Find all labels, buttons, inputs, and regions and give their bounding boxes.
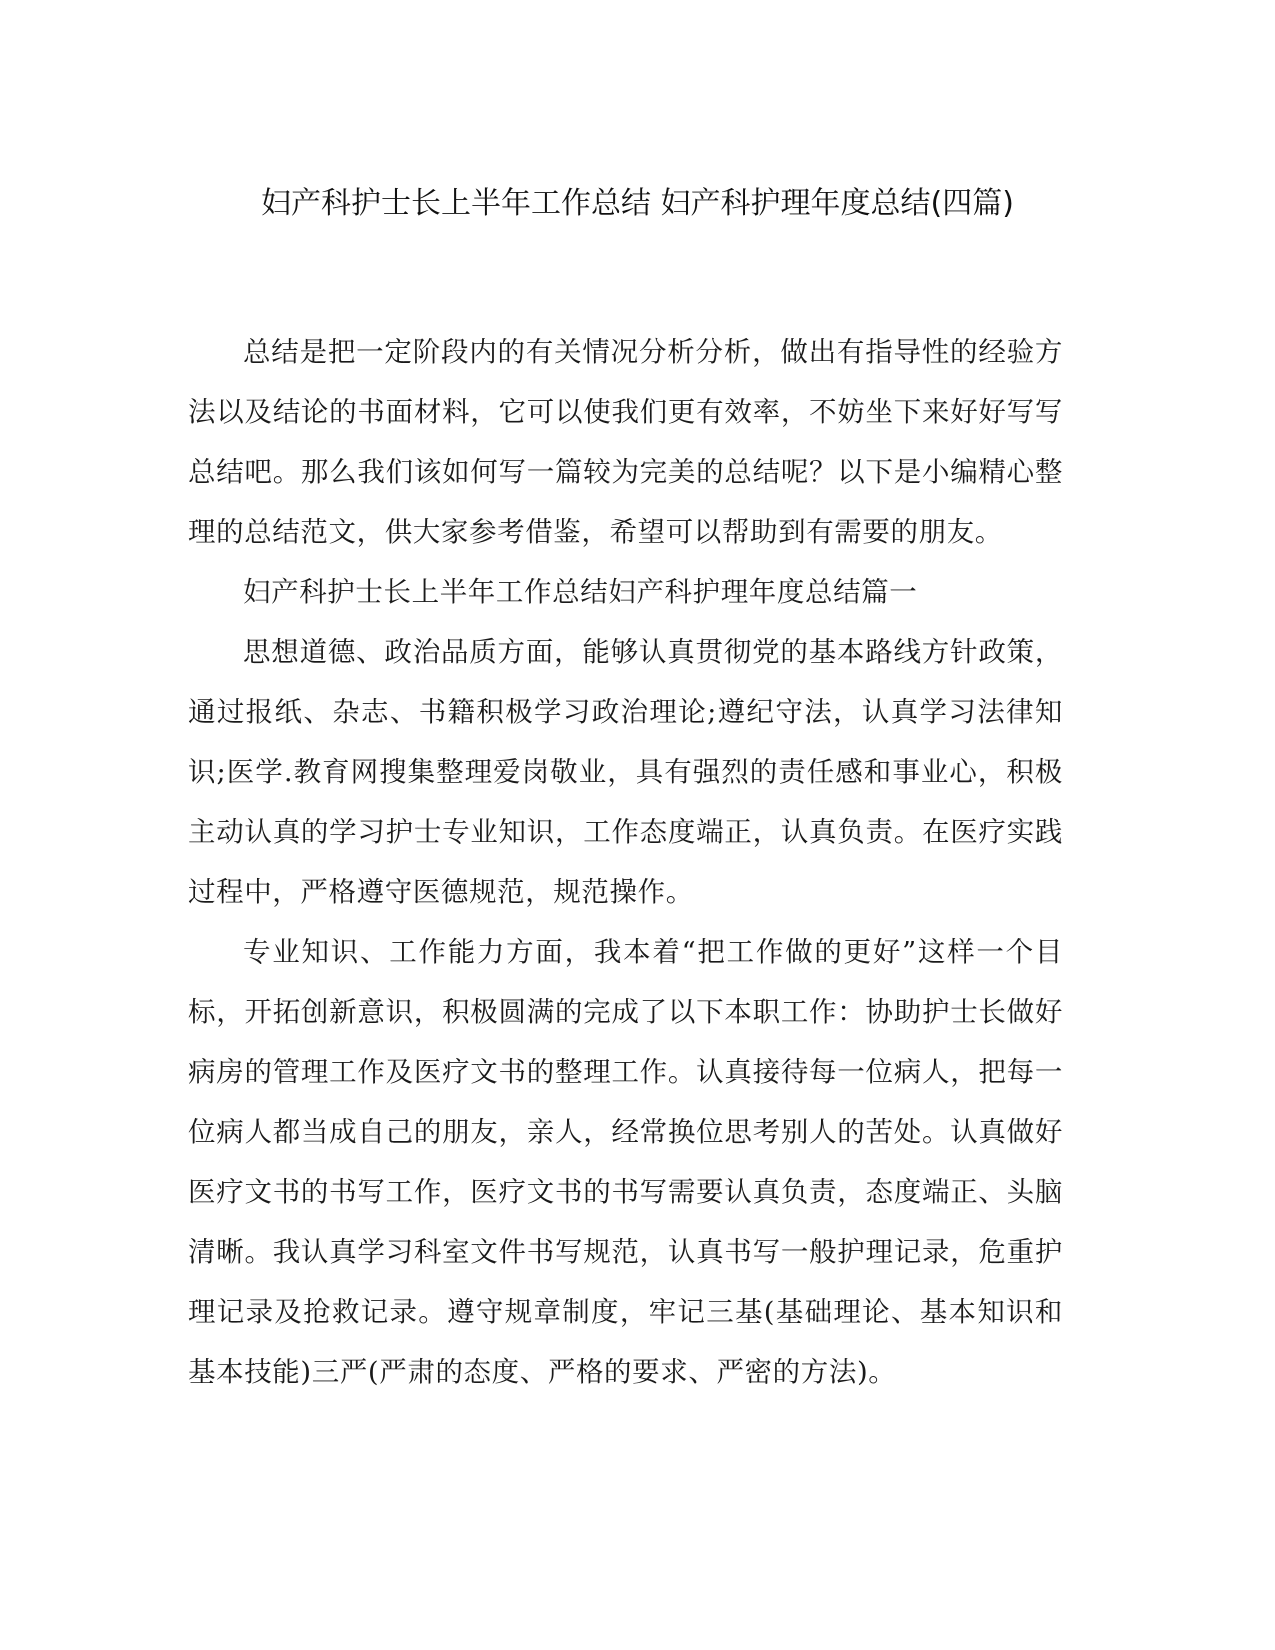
paragraph-ideology: 思想道德、政治品质方面，能够认真贯彻党的基本路线方针政策，通过报纸、杂志、书籍积极学习政治理论;遵纪守法，认真学习法律知识;医学.教育网搜集整理爱岗敬业，具有强烈的责任感和事业心，积极主动认真的学习护士专业知识，工作态度端正，认真负责。在医疗实践过程中，严格遵守医德规范，规范操作。	[188, 636, 1063, 908]
document-body	[188, 322, 1063, 1402]
section-heading: 妇产科护士长上半年工作总结妇产科护理年度总结篇一	[243, 576, 918, 608]
paragraph-intro: 总结是把一定阶段内的有关情况分析分析，做出有指导性的经验方法以及结论的书面材料，它可以使我们更有效率，不妨坐下来好好写写总结吧。那么我们该如何写一篇较为完美的总结呢？以下是小编精心整理的总结范文，供大家参考借鉴，希望可以帮助到有需要的朋友。	[188, 336, 1063, 548]
paragraph-professional: 专业知识、工作能力方面，我本着“把工作做的更好”这样一个目标，开拓创新意识，积极圆满的完成了以下本职工作：协助护士长做好病房的管理工作及医疗文书的整理工作。认真接待每一位病人，把每一位病人都当成自己的朋友，亲人，经常换位思考别人的苦处。认真做好医疗文书的书写工作，医疗文书的书写需要认真负责，态度端正、头脑清晰。我认真学习科室文件书写规范，认真书写一般护理记录，危重护理记录及抢救记录。遵守规章制度，牢记三基(基础理论、基本知识和基本技能)三严(严肃的态度、严格的要求、严密的方法)。	[188, 936, 1063, 1388]
document-title: 妇产科护士长上半年工作总结 妇产科护理年度总结(四篇)	[261, 186, 1014, 221]
